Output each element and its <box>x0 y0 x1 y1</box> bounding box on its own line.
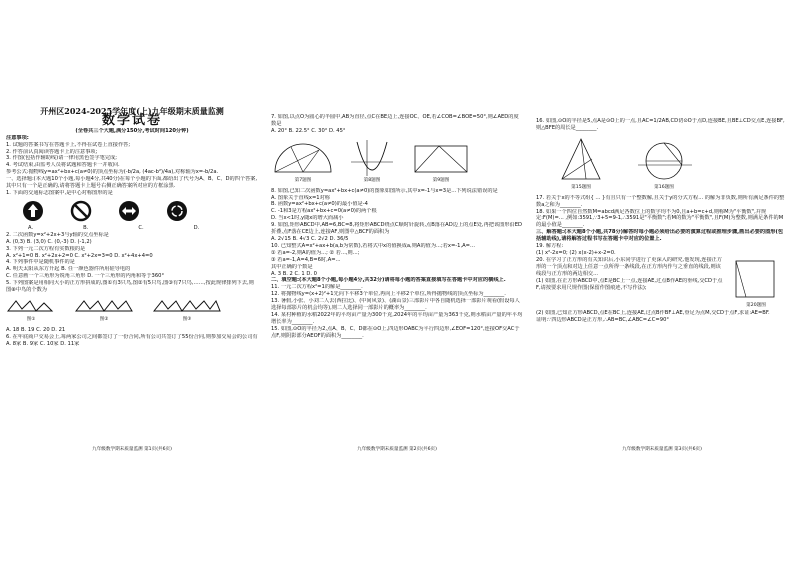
question-8-option-c: C. -1和3是方程ax²+bx+c=0(a≠0)的两个根 <box>271 208 377 215</box>
semicircle-figure-icon <box>271 138 335 178</box>
circle-tangent-figure-icon <box>634 135 694 185</box>
question-11: 11. 一元二次方程x²=1的解是________. <box>271 284 363 291</box>
question-4-options-cd: C. 任意画一个三角形为锐角三角形 D. 一个三角形的内角和等于360° <box>6 273 165 280</box>
note-item: 3. 作图(包括作辅助线)请一律用黑色签字笔完成; <box>6 155 117 162</box>
figure-15 <box>556 135 606 192</box>
question-7: 7. 如图,以点O为圆心的半圆中,AB为直径,点C在BE边上,连接OC、OE,若∠COB=∠BOE=50°,则∠AED的度数是 <box>271 114 519 127</box>
figure-caption: 第9题图 <box>432 177 450 183</box>
question-16: 16. 如图,⊙O的半径是5,点A是⊙O上的一点,且AC=1/2AB,CD切⊙O于点D,连接BE,且BE⊥CD交点E,连接BF,则△BFE的周长是________. <box>536 118 785 131</box>
section-3-heading: 三、解答题:(本大题8个小题,共78分)解答时每小题必须给出必要的演算过程或推理步骤,画出必要的图形(包括辅助线),请将解答过程书写在答题卡中对应的位置上. <box>536 229 784 243</box>
note-item: 4. 考试结束,由监考人员将试题和答题卡一并收回. <box>6 162 120 169</box>
q1-option-c <box>118 200 140 222</box>
question-14: 14. 某村种植的水稻2022年的平均亩产量为300千克,2024年的平均亩产量为363千克,则水稻亩产量的年平均增长率为________. <box>271 311 523 325</box>
question-5-options: A. 18 B. 19 C. 20 D. 21 <box>6 326 66 333</box>
question-12: 12. 将抛物线y=(x+2)²+1先向下平移3个单位,再向上平移2个单位,所得抛物线的顶点坐标为________. <box>271 291 506 298</box>
figure-9 <box>409 138 473 185</box>
note-item: 2. 作答前认真阅读答题卡上的注意事项; <box>6 148 98 155</box>
question-20-block <box>536 257 788 310</box>
figure-16 <box>634 135 694 192</box>
question-10-statement-1: ① 若a=-2,则A的值为...; ② 若...,则...; <box>271 249 360 256</box>
two-way-arrow-sign-icon <box>118 200 140 222</box>
question-18: 18. 如果一个四位自然数M=abcd满足各数位上的数字均不为0,且a+b=c+d,则称M为"平衡数",并规定:F(M)=... ,例如:3591,∵3+5=9-1,∴3591是"平衡数";若M的数为"平衡数",且F(M)为整数,则满足条件的M的最小值是________. <box>536 208 784 229</box>
question-4-options-ab: A. 明天太阳从东方升起 B. 任一颜色器件所用硅导电的 <box>6 266 131 273</box>
question-2-options: A. (0,3) B. (3,0) C. (0,-3) D. (-1,2) <box>6 238 92 245</box>
question-8-option-d: D. 当x<1时,y随x的增大而减小 <box>271 215 344 222</box>
q1-option-b <box>70 200 92 222</box>
question-1: 1. 下面的交通标志图案中,是中心对称图形的是 <box>6 189 113 196</box>
question-20-text <box>536 257 726 310</box>
question-7-options: A. 20° B. 22.5° C. 30° D. 45° <box>271 127 346 134</box>
page-2-footer: 九年级数学期末质量监测 第2页(共6页) <box>357 447 437 452</box>
rectangle-rotation-figure-icon <box>409 138 473 178</box>
q5-figure-row <box>6 297 258 324</box>
question-20-proof: 证明:∵四边形ABCD是正方形,∴AB=BC,∠ABC=∠C=90° <box>536 316 669 323</box>
page-3-content <box>536 118 788 324</box>
arrow-up-sign-icon <box>22 200 44 222</box>
option-label: C. <box>138 224 144 231</box>
q7-9-figure-row <box>271 138 523 185</box>
question-10: 10. 已知整式A=x²+ax+b(a,b为常数),若将式中x的值换成a,则A的值为...;若x=-1,A=... <box>271 242 475 249</box>
page-2 <box>265 0 529 561</box>
question-10-options: A. 3 B. 2 C. 1 D. 0 <box>271 270 317 277</box>
question-8-option-b: B. 函数y=ax²+bx+c(a≠0)的最小值是-4 <box>271 201 368 208</box>
section-2-heading: 二、填空题:(本大题8个小题,每小题4分,共32分)请将每小题的答案直接填写在答题卡中对应的横线上. <box>271 277 506 284</box>
question-6: 6. 在年底商户交易会上,每两家公司之间都签订了一份合同,所有公司共签订了55份合同,则参加交易会的公司有 <box>6 333 258 340</box>
question-20-part-1: (1) 如图,在正方形ABCD中,点E是BC上一点,连接AE,过点B作AE的垂线,交CD于点F,请按要求用尺规作图(保留作图痕迹,不写作法); <box>536 277 723 291</box>
figure-caption: 图① <box>26 316 36 322</box>
question-10-statement-2: ③ 若a=-1,A=4,B=6时,A=... <box>271 256 341 263</box>
question-9: 9. 如图,矩形ABCD中,AB=6,BC=8,将矩形ABCD绕点C顺时针旋转,点B落在AD边上的点E处,再把该图形沿ED折叠,点F落在CE边上,连接AF,则图中△BCF的面积为 <box>271 222 522 236</box>
option-label: D. <box>193 224 200 231</box>
q1-sign-row <box>22 200 258 222</box>
exam-subject: 数学试卷 <box>101 112 162 128</box>
q1-option-labels <box>28 225 258 232</box>
question-8-option-a: A. 图象关于直线x=1对称 <box>271 194 330 201</box>
q1-option-a <box>22 200 44 222</box>
question-20: 20. 在学习了正方形的有关知识后,小东同学进行了更深入的研究,他发现,连接正方形的一个顶点和对边上任意一点所得一条线段,在正方形内作与之垂直的线段,则该线段与正方形的两边相交... <box>536 256 723 277</box>
square-figure-icon <box>732 257 780 303</box>
figure-caption: 图② <box>99 316 109 322</box>
question-8: 8. 如图,已知二次函数y=ax²+bx+c(a≠0)的图象如图所示,其中x=-1与x=3是...下列说法错误的是 <box>271 187 498 194</box>
question-19-parts: (1) x²-2x=0; (2) x(x-2)+x-2=0. <box>536 249 616 256</box>
page-2-content <box>271 114 523 340</box>
triangle-figure-icon <box>556 135 606 185</box>
figure-caption: 第7题图 <box>294 177 312 183</box>
figure-20 <box>732 257 780 310</box>
figure-caption: 第8题图 <box>363 177 381 183</box>
figure-8 <box>349 138 395 185</box>
figure-caption: 第16题图 <box>654 184 674 190</box>
figure-caption: 图③ <box>182 316 192 322</box>
question-17: 17. 若关于x的不等式组{ ... }有且只有一个整数解,且关于y的分式方程... 的解为非负数,则所有满足条件的整数a之和为________. <box>536 194 785 208</box>
exam-info: (全卷共三个大题,满分150分,考试时间120分钟) <box>75 127 189 134</box>
page-3-footer: 九年级数学期末质量监测 第3页(共6页) <box>622 447 702 452</box>
circular-arrow-sign-icon <box>166 200 188 222</box>
question-19: 19. 解方程: <box>536 243 564 250</box>
question-3: 3. 下列一元二次方程有实数根的是 <box>6 245 86 252</box>
page-1-footer: 九年级数学期末质量监测 第1页(共6页) <box>92 447 172 452</box>
page-3 <box>530 0 794 561</box>
option-label: A. <box>28 224 34 231</box>
notes-title: 注意事项: <box>6 134 29 141</box>
figure-7 <box>271 138 335 185</box>
question-15: 15. 如图,⊙O的半径为2,点A、B、C、D都在⊙O上,四边形OABC为平行四边形,∠EOF=120°,连接OF交AC于点F,则阴影部分AEOF的面积为________. <box>271 325 520 339</box>
figure-caption: 第20题图 <box>746 302 766 308</box>
q5-figure-1 <box>6 297 56 324</box>
figure-caption: 第15题图 <box>571 184 591 190</box>
q5-figure-2 <box>74 297 134 324</box>
question-3-options: A. x²+1=0 B. x²+2x+2=0 C. x²+2x=3=0 D. x²+4x+4=0 <box>6 252 153 259</box>
bird-pattern-icon <box>74 297 134 317</box>
q5-figure-3 <box>152 297 222 324</box>
question-4: 4. 下列事件中是随机事件的是 <box>6 259 75 266</box>
q15-16-figure-row <box>556 135 788 192</box>
section-1-heading: 一、选择题:(本大题10个小题,每小题4分,共40分)在每个小题的下面,都给出了代号为A、B、C、D的四个答案,其中只有一个是正确的,请将答题卡上题号右侧正确答案所对应的方框涂黑. <box>6 176 258 190</box>
question-5: 5. 下列图案是用相同大小的正方形拼成的,图①有3只鸟,图②有5只鸟,图③有7只鸟,……,按此规律排列下去,则图⑧中鸟的个数为 <box>6 280 254 294</box>
question-9-options: A. 2√15 B. 4√3 C. 2√2 D. 36/5 <box>271 235 349 242</box>
page-1 <box>0 0 264 561</box>
no-entry-sign-icon <box>70 200 92 222</box>
q1-option-d <box>166 200 188 222</box>
question-20-part-2: (2) 如图,已知正方形ABCD,点E在BC上,连接AE,过点B作BF⊥AE,垂足为点M,交CD于点F,求证:AE=BF. <box>536 309 770 316</box>
exam-header: 开州区2024-2025学年度(上)九年级期末质量监测 <box>40 106 224 116</box>
parabola-graph-icon <box>349 138 395 178</box>
question-13: 13. 暑假,小张、小刘二人去(西拉比)、(中间风景)、(湖山景)三部影片中各自随机选择一部影片观看(假设每人选择每部影片的机会均等),则二人选择同一部影片的概率为________. <box>271 298 520 312</box>
formula-hint: 参考公式:抛物线y=ax²+bx+c(a≠0)的顶点坐标为(-b/2a, (4ac-b²)/4a),对称轴为x=-b/2a. <box>6 169 219 176</box>
question-2: 2. 二次函数y=x²+2x+3与y轴的交点坐标是 <box>6 231 109 238</box>
page-1-content <box>6 104 258 348</box>
bird-pattern-icon <box>152 297 222 317</box>
note-item: 1. 试题的答案书写在答题卡上,不得在试卷上直接作答; <box>6 141 131 148</box>
question-10-prompt: 其中正确的个数是 <box>271 263 313 270</box>
question-6-options: A. 8家 B. 9家 C. 10家 D. 11家 <box>6 340 80 347</box>
bird-pattern-icon <box>6 297 56 317</box>
option-label: B. <box>83 224 89 231</box>
